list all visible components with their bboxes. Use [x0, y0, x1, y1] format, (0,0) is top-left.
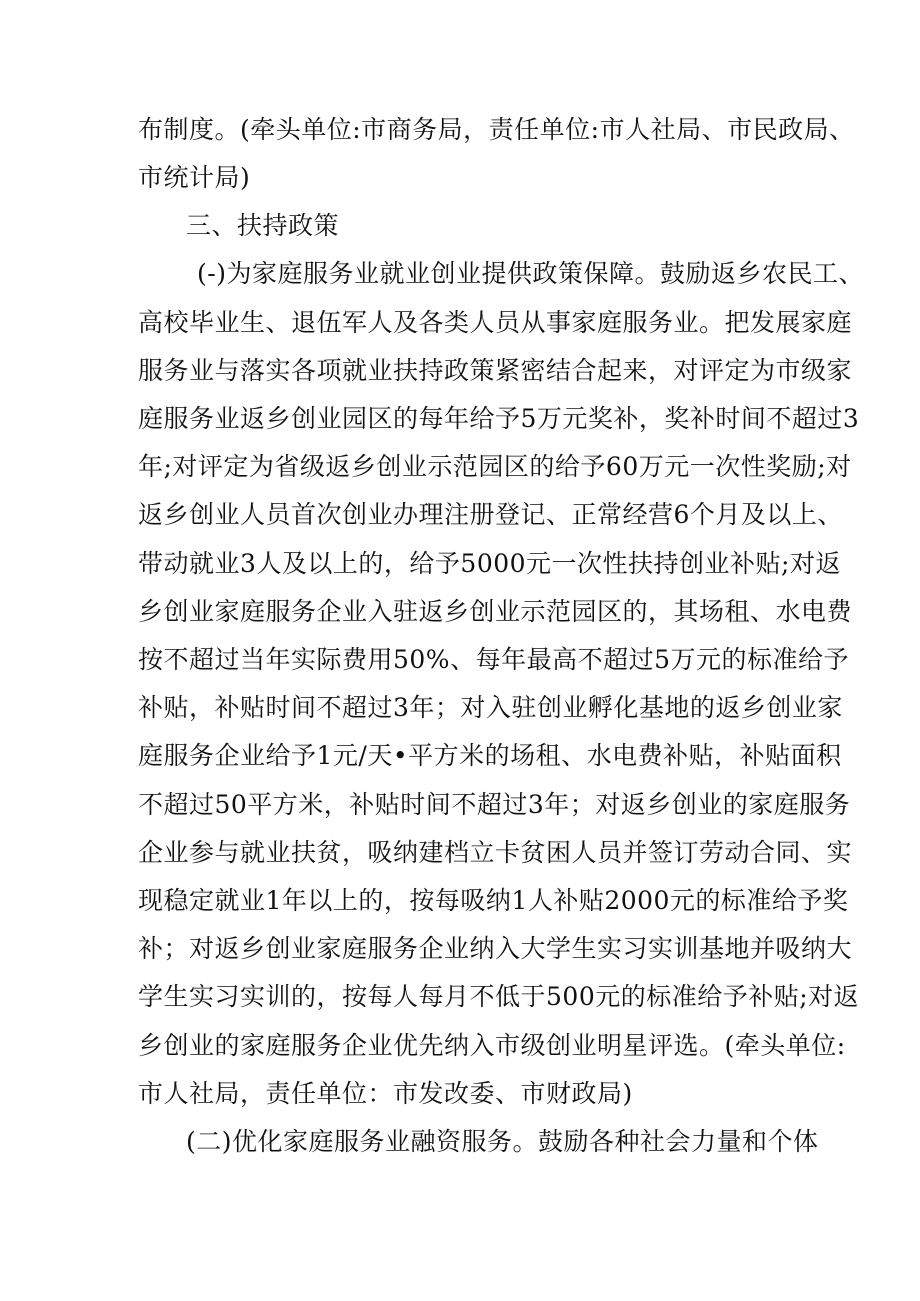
- text-line: 按不超过当年实际费用50%、每年最高不超过5万元的标准给予: [138, 645, 849, 674]
- section-heading: 三、扶持政策: [186, 211, 340, 240]
- text-line: 返乡创业人员首次创业办理注册登记、正常经营6个月及以上、: [138, 500, 843, 529]
- text-line: 不超过50平方米，补贴时间不超过3年；对返乡创业的家庭服务: [138, 790, 851, 819]
- text-line: 补；对返乡创业家庭服务企业纳入大学生实习实训基地并吸纳大: [138, 934, 853, 963]
- text-line: 乡创业家庭服务企业入驻返乡创业示范园区的，其场租、水电费: [138, 597, 853, 626]
- text-line: 布制度。(牵头单位:市商务局，责任单位:市人社局、市民政局、: [138, 115, 855, 144]
- text-line: 市统计局): [138, 163, 251, 192]
- text-line: 年;对评定为省级返乡创业示范园区的给予60万元一次性奖励;对: [138, 452, 852, 481]
- text-line: (二)优化家庭服务业融资服务。鼓励各种社会力量和个体: [186, 1127, 819, 1156]
- text-line: 服务业与落实各项就业扶持政策紧密结合起来，对评定为市级家: [138, 356, 853, 385]
- text-line: 高校毕业生、退伍军人及各类人员从事家庭服务业。把发展家庭: [138, 308, 853, 337]
- text-line: 企业参与就业扶贫，吸纳建档立卡贫困人员并签订劳动合同、实: [138, 838, 853, 867]
- text-line: 庭服务业返乡创业园区的每年给予5万元奖补，奖补时间不超过3: [138, 404, 860, 433]
- text-line: 市人社局，责任单位：市发改委、市财政局): [138, 1079, 633, 1108]
- text-line: 乡创业的家庭服务企业优先纳入市级创业明星评选。(牵头单位:: [138, 1031, 846, 1060]
- text-line: (-)为家庭服务业就业创业提供政策保障。鼓励返乡农民工、: [197, 259, 864, 288]
- text-line: 现稳定就业1年以上的，按每吸纳1人补贴2000元的标准给予奖: [138, 886, 849, 915]
- text-line: 学生实习实训的，按每人每月不低于500元的标准给予补贴;对返: [138, 982, 860, 1011]
- text-line: 庭服务企业给予1元/天•平方米的场租、水电费补贴，补贴面积: [138, 741, 842, 770]
- text-line: 补贴，补贴时间不超过3年；对入驻创业孵化基地的返乡创业家: [138, 693, 843, 722]
- text-line: 带动就业3人及以上的，给予5000元一次性扶持创业补贴;对返: [138, 549, 841, 578]
